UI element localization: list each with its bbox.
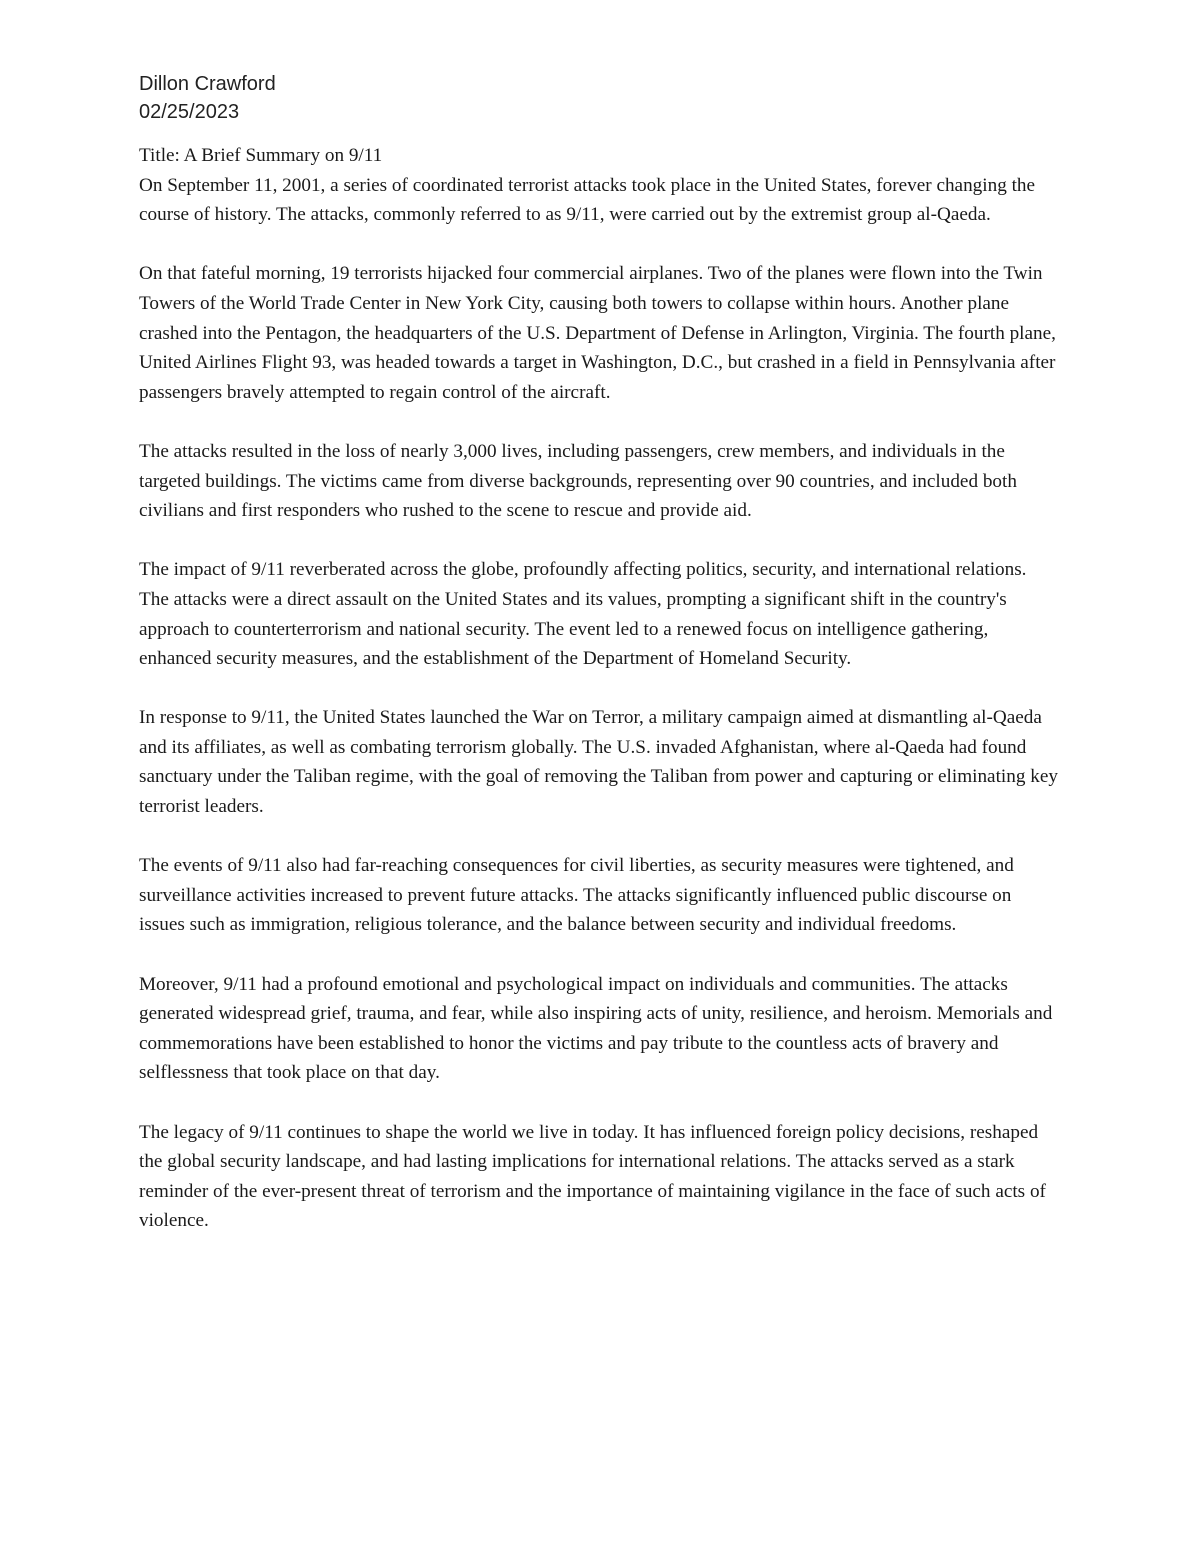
paragraph-8: The legacy of 9/11 continues to shape the world we live in today. It has influenced foreign policy decisions, reshaped the global security landscape, and had lasting implications for international relations. The attacks served as a stark reminder of the ever-present threat of terrorism and the importance of maintaining vigilance in the face of such acts of violence.	[139, 1121, 1046, 1232]
paragraph-7: Moreover, 9/11 had a profound emotional and psychological impact on individuals and communities. The attacks generated widespread grief, trauma, and fear, while also inspiring acts of unity, resilience, and heroism. Memorials and commemorations have been established to honor the victims and pay tribute to the countless acts of bravery and selflessness that took place on that day.	[139, 973, 1053, 1084]
document-date: 02/25/2023	[139, 101, 240, 123]
document-title: Title: A Brief Summary on 9/11	[139, 145, 383, 166]
document-body	[139, 141, 1059, 1266]
document-header	[139, 70, 276, 126]
paragraph-5: In response to 9/11, the United States launched the War on Terror, a military campaign aimed at dismantling al-Qaeda and its affiliates, as well as combating terrorism globally. The U.S. invaded Afghanistan, where al-Qaeda had found sanctuary under the Taliban regime, with the goal of removing the Taliban from power and capturing or eliminating key terrorist leaders.	[139, 707, 1058, 818]
paragraph-6: The events of 9/11 also had far-reaching consequences for civil liberties, as security measures were tightened, and surveillance activities increased to prevent future attacks. The attacks significantly influenced public discourse on issues such as immigration, religious tolerance, and the balance between security and individual freedoms.	[139, 855, 1014, 936]
paragraph-3: The attacks resulted in the loss of nearly 3,000 lives, including passengers, crew members, and individuals in the targeted buildings. The victims came from diverse backgrounds, representing over 90 countries, and included both civilians and first responders who rushed to the scene to rescue and provide aid.	[139, 440, 1017, 522]
paragraph-4: The impact of 9/11 reverberated across the globe, profoundly affecting politics, security, and international relations. The attacks were a direct assault on the United States and its values, prompting a significant shift in the country's approach to counterterrorism and national security. The event led to a renewed focus on intelligence gathering, enhanced security measures, and the establishment of the Department of Homeland Security.	[139, 559, 1027, 670]
paragraph-1: On September 11, 2001, a series of coordinated terrorist attacks took place in the United States, forever changing the course of history. The attacks, commonly referred to as 9/11, were carried out by the extremist group al-Qaeda.	[139, 174, 1036, 226]
author-name: Dillon Crawford	[139, 73, 276, 95]
paragraph-2: On that fateful morning, 19 terrorists hijacked four commercial airplanes. Two of the planes were flown into the Twin Towers of the World Trade Center in New York City, causing both towers to collapse within hours. Another plane crashed into the Pentagon, the headquarters of the U.S. Department of Defense in Arlington, Virginia. The fourth plane, United Airlines Flight 93, was headed towards a target in Washington, D.C., but crashed in a field in Pennsylvania after passengers bravely attempted to regain control of the aircraft.	[139, 263, 1056, 403]
